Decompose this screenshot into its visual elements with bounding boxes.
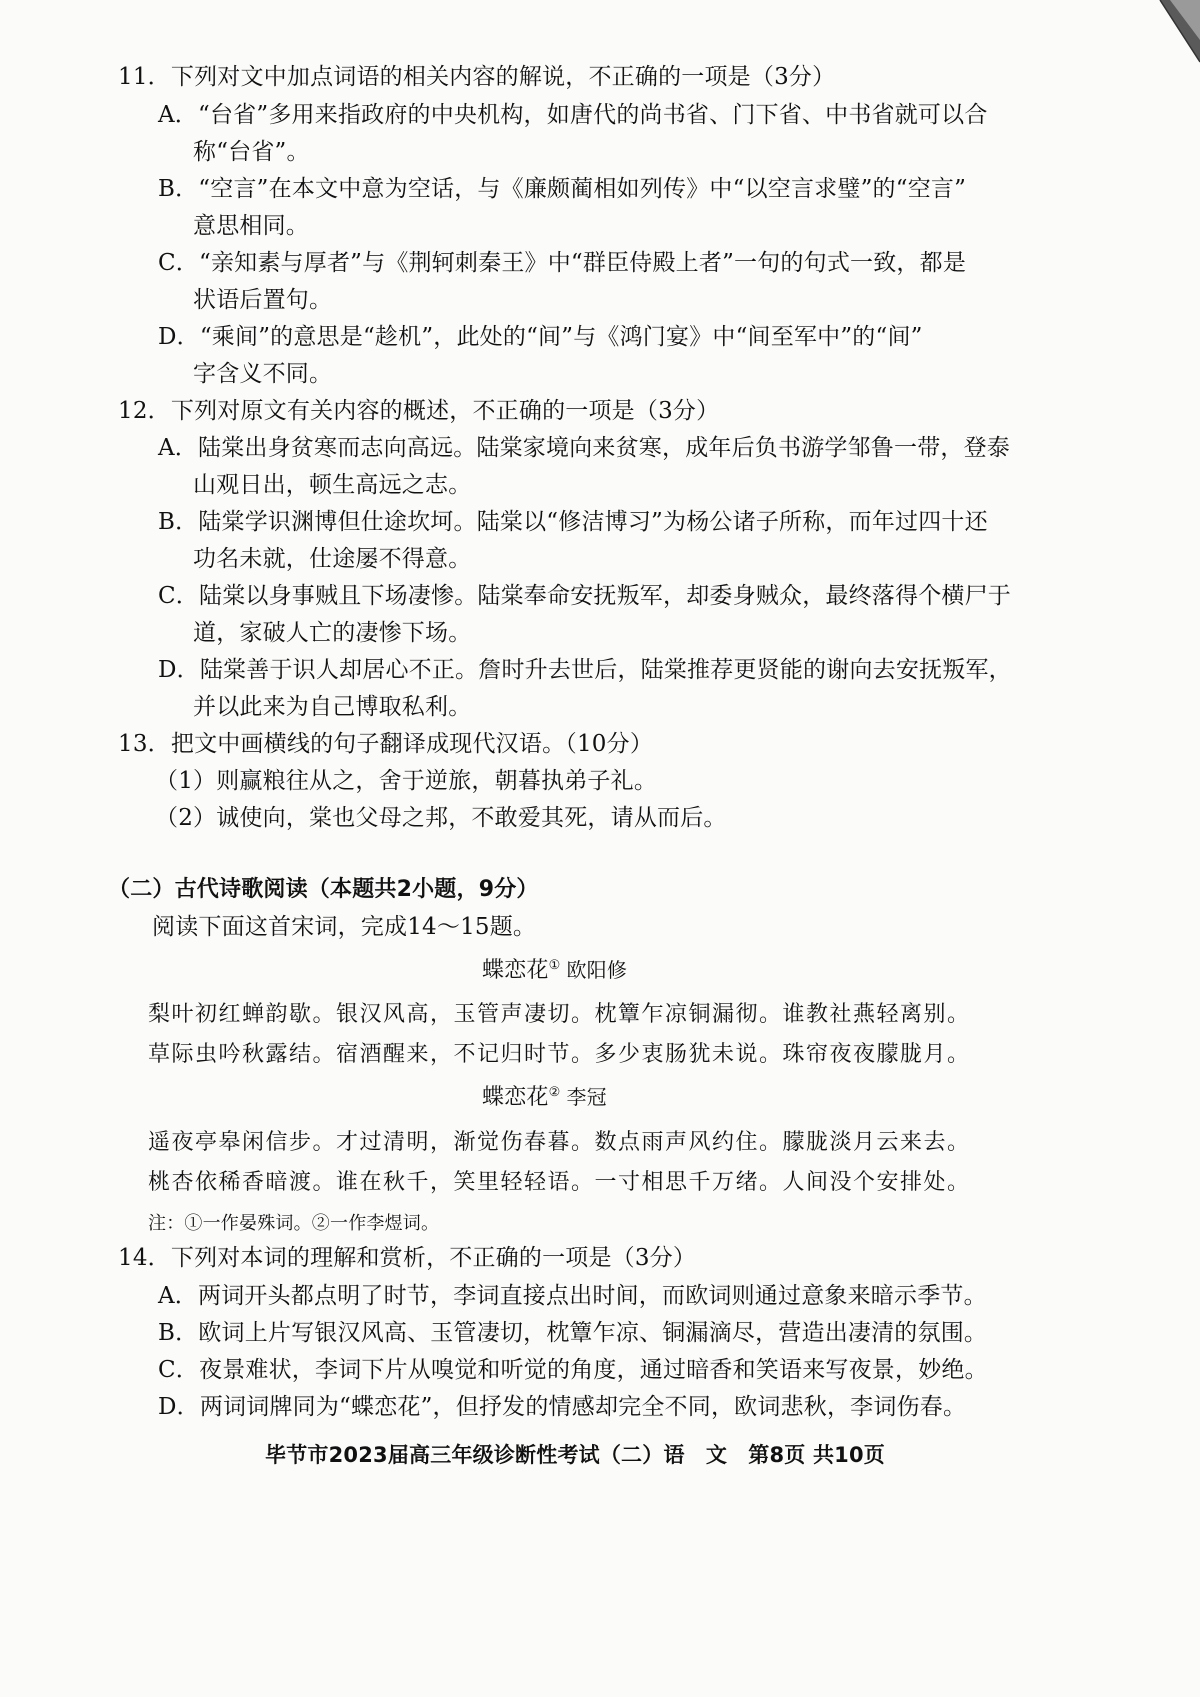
poem-1-heading — [482, 955, 627, 986]
q11-stem: 11．下列对文中加点词语的相关内容的解说，不正确的一项是（3分） — [118, 64, 836, 90]
q11-option-a: A．“台省”多用来指政府的中央机构，如唐代的尚书省、门下省、中书省就可以合 — [158, 102, 988, 128]
q11-option-d: D．“乘间”的意思是“趁机”，此处的“间”与《鸿门宴》中“间至军中”的“间” — [158, 324, 923, 350]
q13-stem: 13．把文中画横线的句子翻译成现代汉语。（10分） — [118, 731, 654, 757]
q14-option-a: A．两词开头都点明了时节，李词直接点出时间，而欧词则通过意象来暗示季节。 — [158, 1283, 987, 1309]
poem-1-note-mark: ① — [548, 958, 561, 973]
poem-2-title: 蝶恋花 — [482, 1085, 549, 1110]
q12-option-d: D．陆棠善于识人却居心不正。詹时升去世后，陆棠推荐更贤能的谢向去安抚叛军， — [158, 657, 1012, 683]
q11-option-c-cont: 状语后置句。 — [193, 287, 333, 313]
poem-1-title: 蝶恋花 — [482, 958, 549, 983]
poem-1-line-2: 草际虫吟秋露结。宿酒醒来，不记归时节。多少衷肠犹未说。珠帘夜夜朦胧月。 — [148, 1042, 971, 1067]
q11-option-b-cont: 意思相同。 — [193, 213, 309, 239]
q13-sentence-2: （2）诚使向，棠也父母之邦，不敢爱其死，请从而后。 — [155, 805, 727, 831]
q13-sentence-1: （1）则赢粮往从之，舍于逆旅，朝暮执弟子礼。 — [155, 768, 658, 794]
poem-1-author: 欧阳修 — [566, 958, 628, 982]
section-2-intro: 阅读下面这首宋词，完成14～15题。 — [152, 914, 537, 940]
q12-option-d-cont: 并以此来为自己博取私利。 — [193, 694, 472, 720]
poem-2-heading — [482, 1082, 607, 1113]
q14-option-d: D．两词词牌同为“蝶恋花”，但抒发的情感却完全不同，欧词悲秋，李词伤春。 — [158, 1394, 967, 1420]
poem-2-author: 李冠 — [566, 1085, 607, 1109]
poem-2-line-1: 遥夜亭皋闲信步。才过清明，渐觉伤春暮。数点雨声风约住。朦胧淡月云来去。 — [148, 1130, 971, 1155]
q12-option-b: B．陆棠学识渊博但仕途坎坷。陆棠以“修洁博习”为杨公诸子所称，而年过四十还 — [158, 509, 988, 535]
section-2-heading: （二）古代诗歌阅读（本题共2小题，9分） — [108, 877, 539, 902]
page-footer: 毕节市2023届高三年级诊断性考试（二）语 文 第8页 共10页 — [265, 1443, 885, 1467]
q11-option-a-cont: 称“台省”。 — [193, 139, 310, 165]
page-corner-scan-artifact — [1130, 0, 1200, 70]
q12-option-c: C．陆棠以身事贼且下场凄惨。陆棠奉命安抚叛军，却委身贼众，最终落得个横尸于 — [158, 583, 1011, 609]
q14-stem: 14．下列对本词的理解和赏析，不正确的一项是（3分） — [118, 1245, 697, 1271]
q12-stem: 12．下列对原文有关内容的概述，不正确的一项是（3分） — [118, 398, 720, 424]
q12-option-b-cont: 功名未就，仕途屡不得意。 — [193, 546, 472, 572]
poem-2-note-mark: ② — [548, 1085, 561, 1100]
q14-option-c: C．夜景难状，李词下片从嗅觉和听觉的角度，通过暗香和笑语来写夜景，妙绝。 — [158, 1357, 988, 1383]
q11-option-b: B．“空言”在本文中意为空话，与《廉颇蔺相如列传》中“以空言求璧”的“空言” — [158, 176, 967, 202]
poem-1-line-1: 梨叶初红蝉韵歇。银汉风高，玉管声凄切。枕簟乍凉铜漏彻。谁教社燕轻离别。 — [148, 1002, 971, 1027]
q11-option-c: C．“亲知素与厚者”与《荆轲刺秦王》中“群臣侍殿上者”一句的句式一致，都是 — [158, 250, 967, 276]
poem-note: 注：①一作晏殊词。②一作李煜词。 — [148, 1213, 440, 1234]
q12-option-c-cont: 道，家破人亡的凄惨下场。 — [193, 620, 472, 646]
q14-option-b: B．欧词上片写银汉风高、玉管凄切，枕簟乍凉、铜漏滴尽，营造出凄清的氛围。 — [158, 1320, 988, 1346]
q12-option-a-cont: 山观日出，顿生高远之志。 — [193, 472, 472, 498]
q12-option-a: A．陆棠出身贫寒而志向高远。陆棠家境向来贫寒，成年后负书游学邹鲁一带，登泰 — [158, 435, 1011, 461]
poem-2-line-2: 桃杏依稀香暗渡。谁在秋千，笑里轻轻语。一寸相思千万绪。人间没个安排处。 — [148, 1170, 971, 1195]
q11-option-d-cont: 字含义不同。 — [193, 361, 333, 387]
